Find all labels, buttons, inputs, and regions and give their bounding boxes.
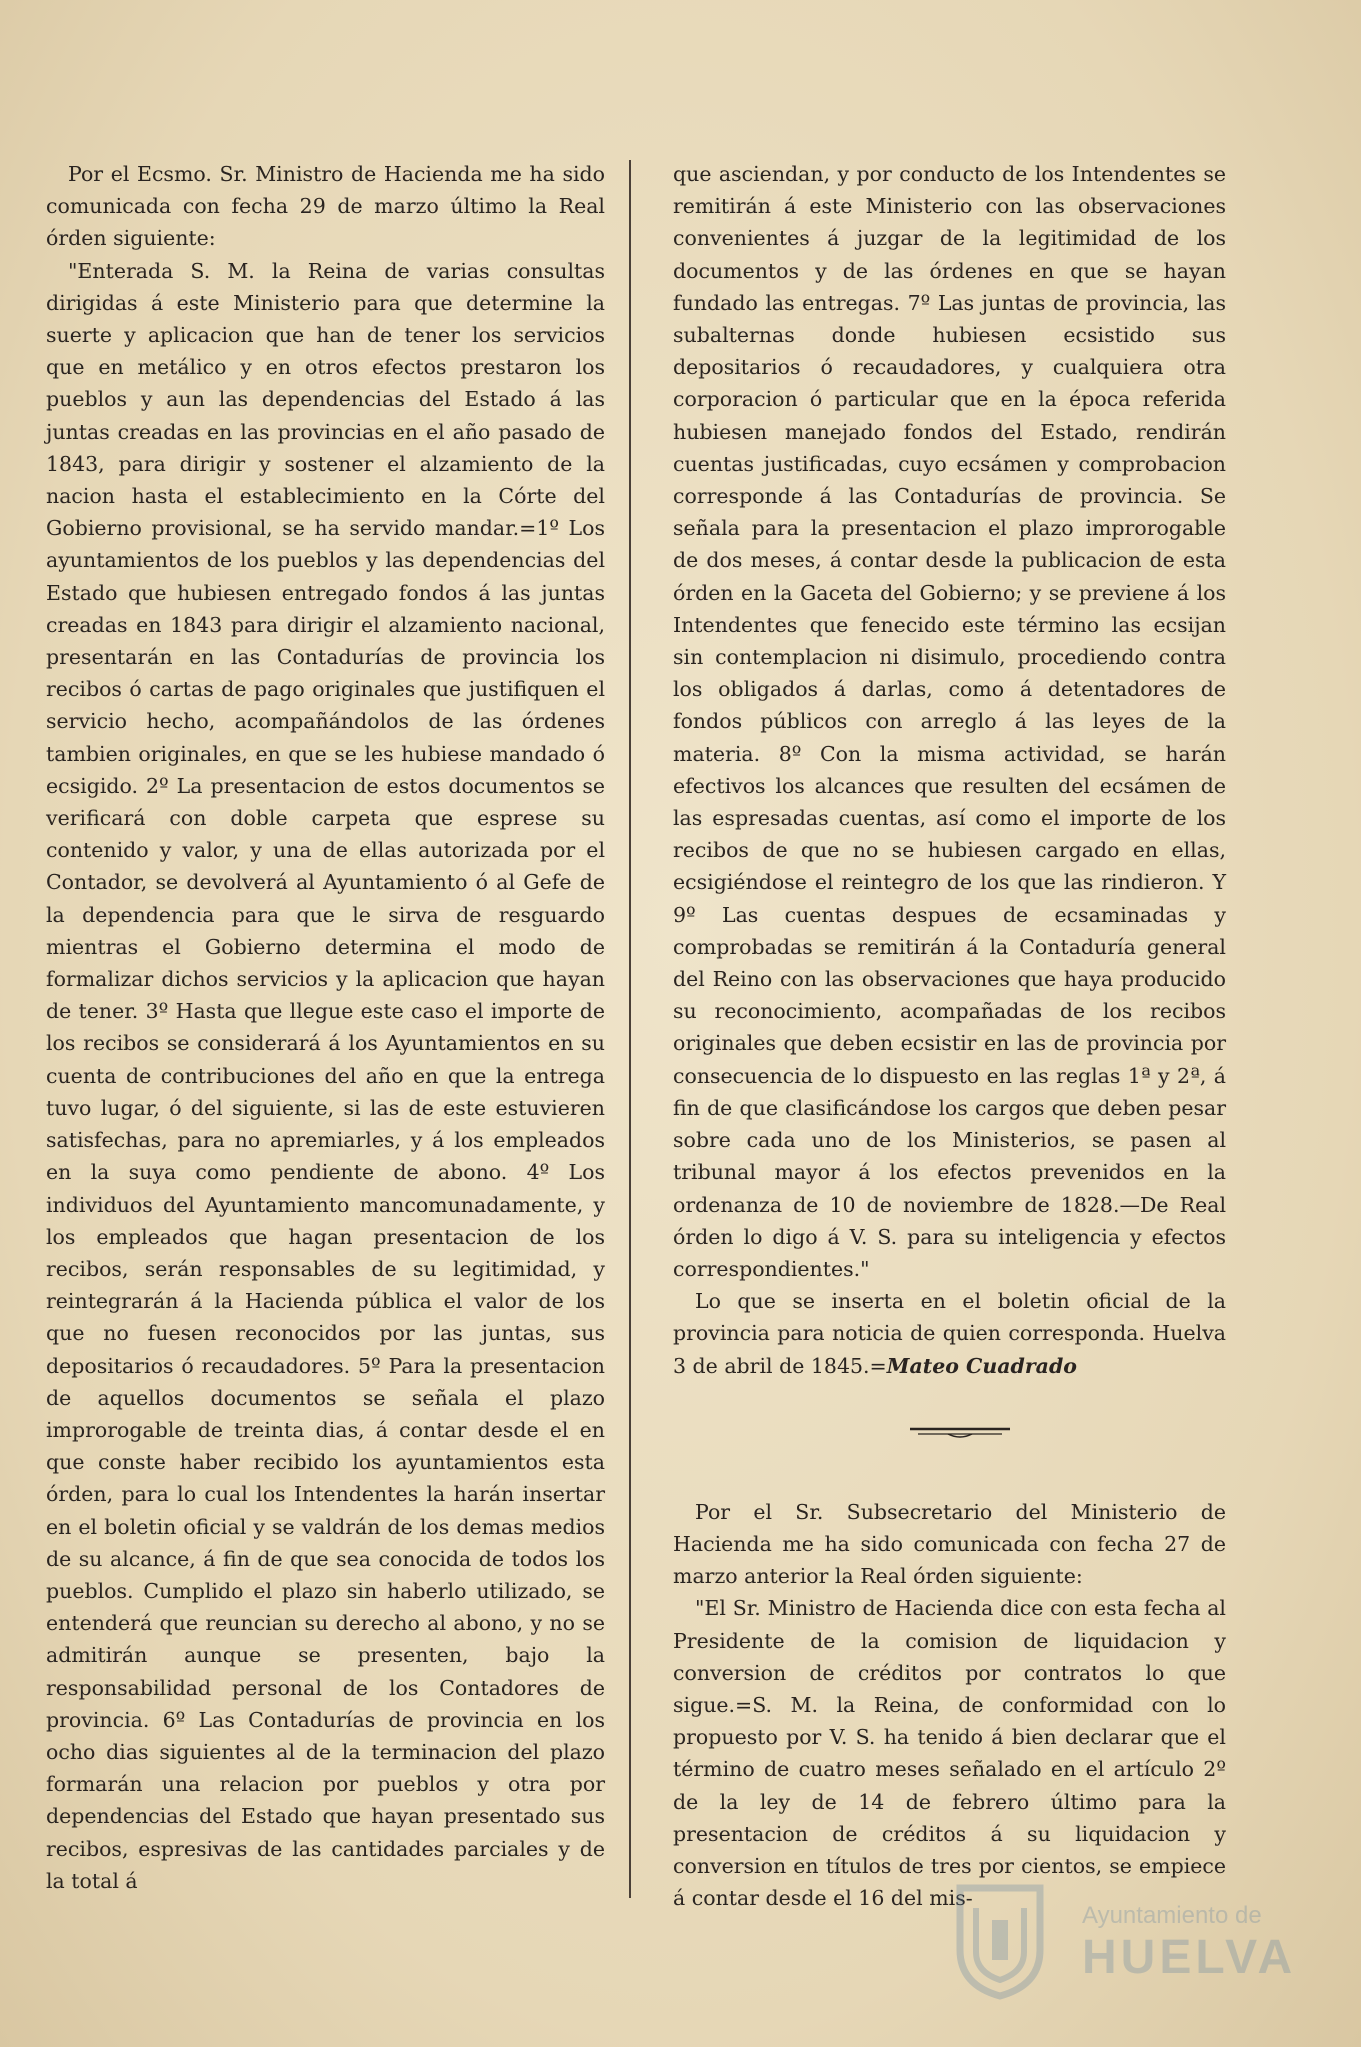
first-order-text: "Enterada S. M. la Reina de varias consultas dirigidas á este Ministerio para que determine la suerte y aplicacion que han de tener los servicios que en metálico y en otros efectos prestaron los pueblos y aun las dependencias del Estado á las juntas creadas en las provincias en el año pasado de 1843, para dirigir y sostener el alzamiento de la nacion hasta el establecimiento en la Córte del Gobierno provisional, se ha servido mandar.=1º Los ayuntamientos de los pueblos y las dependencias del Estado que hubiesen entregado fondos á las juntas creadas en 1843 para dirigir el alzamiento nacional, presentarán en las Contadurías de provincia los recibos ó cartas de pago originales que justifiquen el servicio hecho, acompañándolos de las órdenes tambien originales, en que se les hubiese mandado ó ecsigido. 2º La presentacion de estos documentos se verificará con doble carpeta que esprese su contenido y valor, y una de ellas autorizada por el Contador, se devolverá al Ayuntamiento ó al Gefe de la dependencia para que le sirva de resguardo mientras el Gobierno determina el modo de formalizar dichos servicios y la aplicacion que hayan de tener. 3º Hasta que llegue este caso el importe de los recibos se considerará á los Ayuntamientos en su cuenta de contribuciones del año en que la entrega tuvo lugar, ó del siguiente, si las de este estuvieren satisfechas, para no apremiarles, y á los empleados en la suya como pendiente de abono. 4º Los individuos del Ayuntamiento mancomunadamente, y los empleados que hagan presentacion de los recibos, serán responsables de su legitimidad, y reintegrarán á la Hacienda pública el valor de los que no fuesen reconocidos por las juntas, sus depositarios ó recaudadores. 5º Para la presentacion de aquellos documentos se señala el plazo improrogable de treinta dias, á contar desde el en que conste haber recibido los ayuntamientos esta órden, para lo cual los Intendentes la harán insertar en el boletin oficial y se valdrán de los demas medios de su alcance, á fin de que sea conocida de todos los pueblos. Cumplido el plazo sin haberlo utilizado, se entenderá que reuncian su derecho al abono, y no se admitirán aunque se presenten, bajo la responsabilidad personal de los Contadores de provincia. 6º Las Contadurías de provincia en los ocho dias siguientes al de la terminacion del plazo formarán una relacion por pueblos y otra por dependencias del Estado que hayan presentado sus recibos, espresivas de las cantidades parciales y de la total á [46, 258, 605, 1893]
watermark-line-1: Ayuntamiento de [1082, 1902, 1262, 1929]
second-notice-intro: Por el Sr. Subsecretario del Ministerio de Hacienda me ha sido comunicada con fecha 27 de marzo anterior la Real órden siguiente: [673, 1499, 1226, 1589]
insertion-note-text: Lo que se inserta en el boletin oficial de la provincia para noticia de quien corresponda. Huelva 3 de abril de 1845.= [673, 1289, 1226, 1378]
first-order-continuation: que asciendan, y por conducto de los Intendentes se remitirán á este Ministerio con las observaciones convenientes á juzgar de la legitimidad de los documentos y de las órdenes en que se hayan fundado las entregas. 7º Las juntas de provincia, las subalternas donde hubiesen ecsistido sus depositarios ó recaudadores, y cualquiera otra corporacion ó particular que en la época referida hubiesen manejado fondos del Estado, rendirán cuentas justificadas, cuyo ecsámen y comprobacion corresponde á las Contadurías de provincia. Se señala para la presentacion el plazo improrogable de dos meses, á contar desde la publicacion de esta órden en la Gaceta del Gobierno; y se previene á los Intendentes que fenecido este término las ecsijan sin contemplacion ni disimulo, procediendo contra los obligados á darlas, como á detentadores de fondos públicos con arreglo á las leyes de la materia. 8º Con la misma actividad, se harán efectivos los alcances que resulten del ecsámen de las espresadas cuentas, así como el importe de los recibos de que no se hubiesen cargado en ellas, ecsigiéndose el reintegro de los que las rindieron. Y 9º Las cuentas despues de ecsaminadas y comprobadas se remitirán á la Contaduría general del Reino con las observaciones que haya producido su reconocimiento, acompañadas de los recibos originales que deben ecsistir en las de provincia por consecuencia de lo dispuesto en las reglas 1ª y 2ª, á fin de que clasificándose los cargos que deben pesar sobre cada uno de los Ministerios, se pasen al tribunal mayor á los efectos prevenidos en la ordenanza de 10 de noviembre de 1828.—De Real órden lo digo á V. S. para su inteligencia y efectos correspondientes." [673, 162, 1226, 1281]
left-column [46, 158, 605, 1897]
first-notice-intro: Por el Ecsmo. Sr. Ministro de Hacienda me ha sido comunicada con fecha 29 de marzo último la Real órden siguiente: [46, 162, 605, 251]
second-order-text: "El Sr. Ministro de Hacienda dice con esta fecha al Presidente de la comision de liquidacion y conversion de créditos por contratos lo que sigue.=S. M. la Reina, de conformidad con lo propuesto por V. S. ha tenido á bien declarar que el término de cuatro meses señalado en el artículo 2º de la ley de 14 de febrero último para la presentacion de créditos á su liquidacion y conversion en títulos de tres por cientos, se empiece á contar desde el 16 del mis- [673, 1596, 1226, 1911]
insertion-note [673, 1285, 1226, 1382]
section-separator-ornament [908, 1422, 1012, 1442]
right-column [673, 158, 1226, 1914]
watermark-line-2: HUELVA [1082, 1931, 1297, 1984]
coat-of-arms-icon [950, 1880, 1050, 2000]
signature: Mateo Cuadrado [886, 1353, 1077, 1378]
archive-watermark [950, 1880, 1297, 2000]
column-divider [629, 160, 631, 1898]
